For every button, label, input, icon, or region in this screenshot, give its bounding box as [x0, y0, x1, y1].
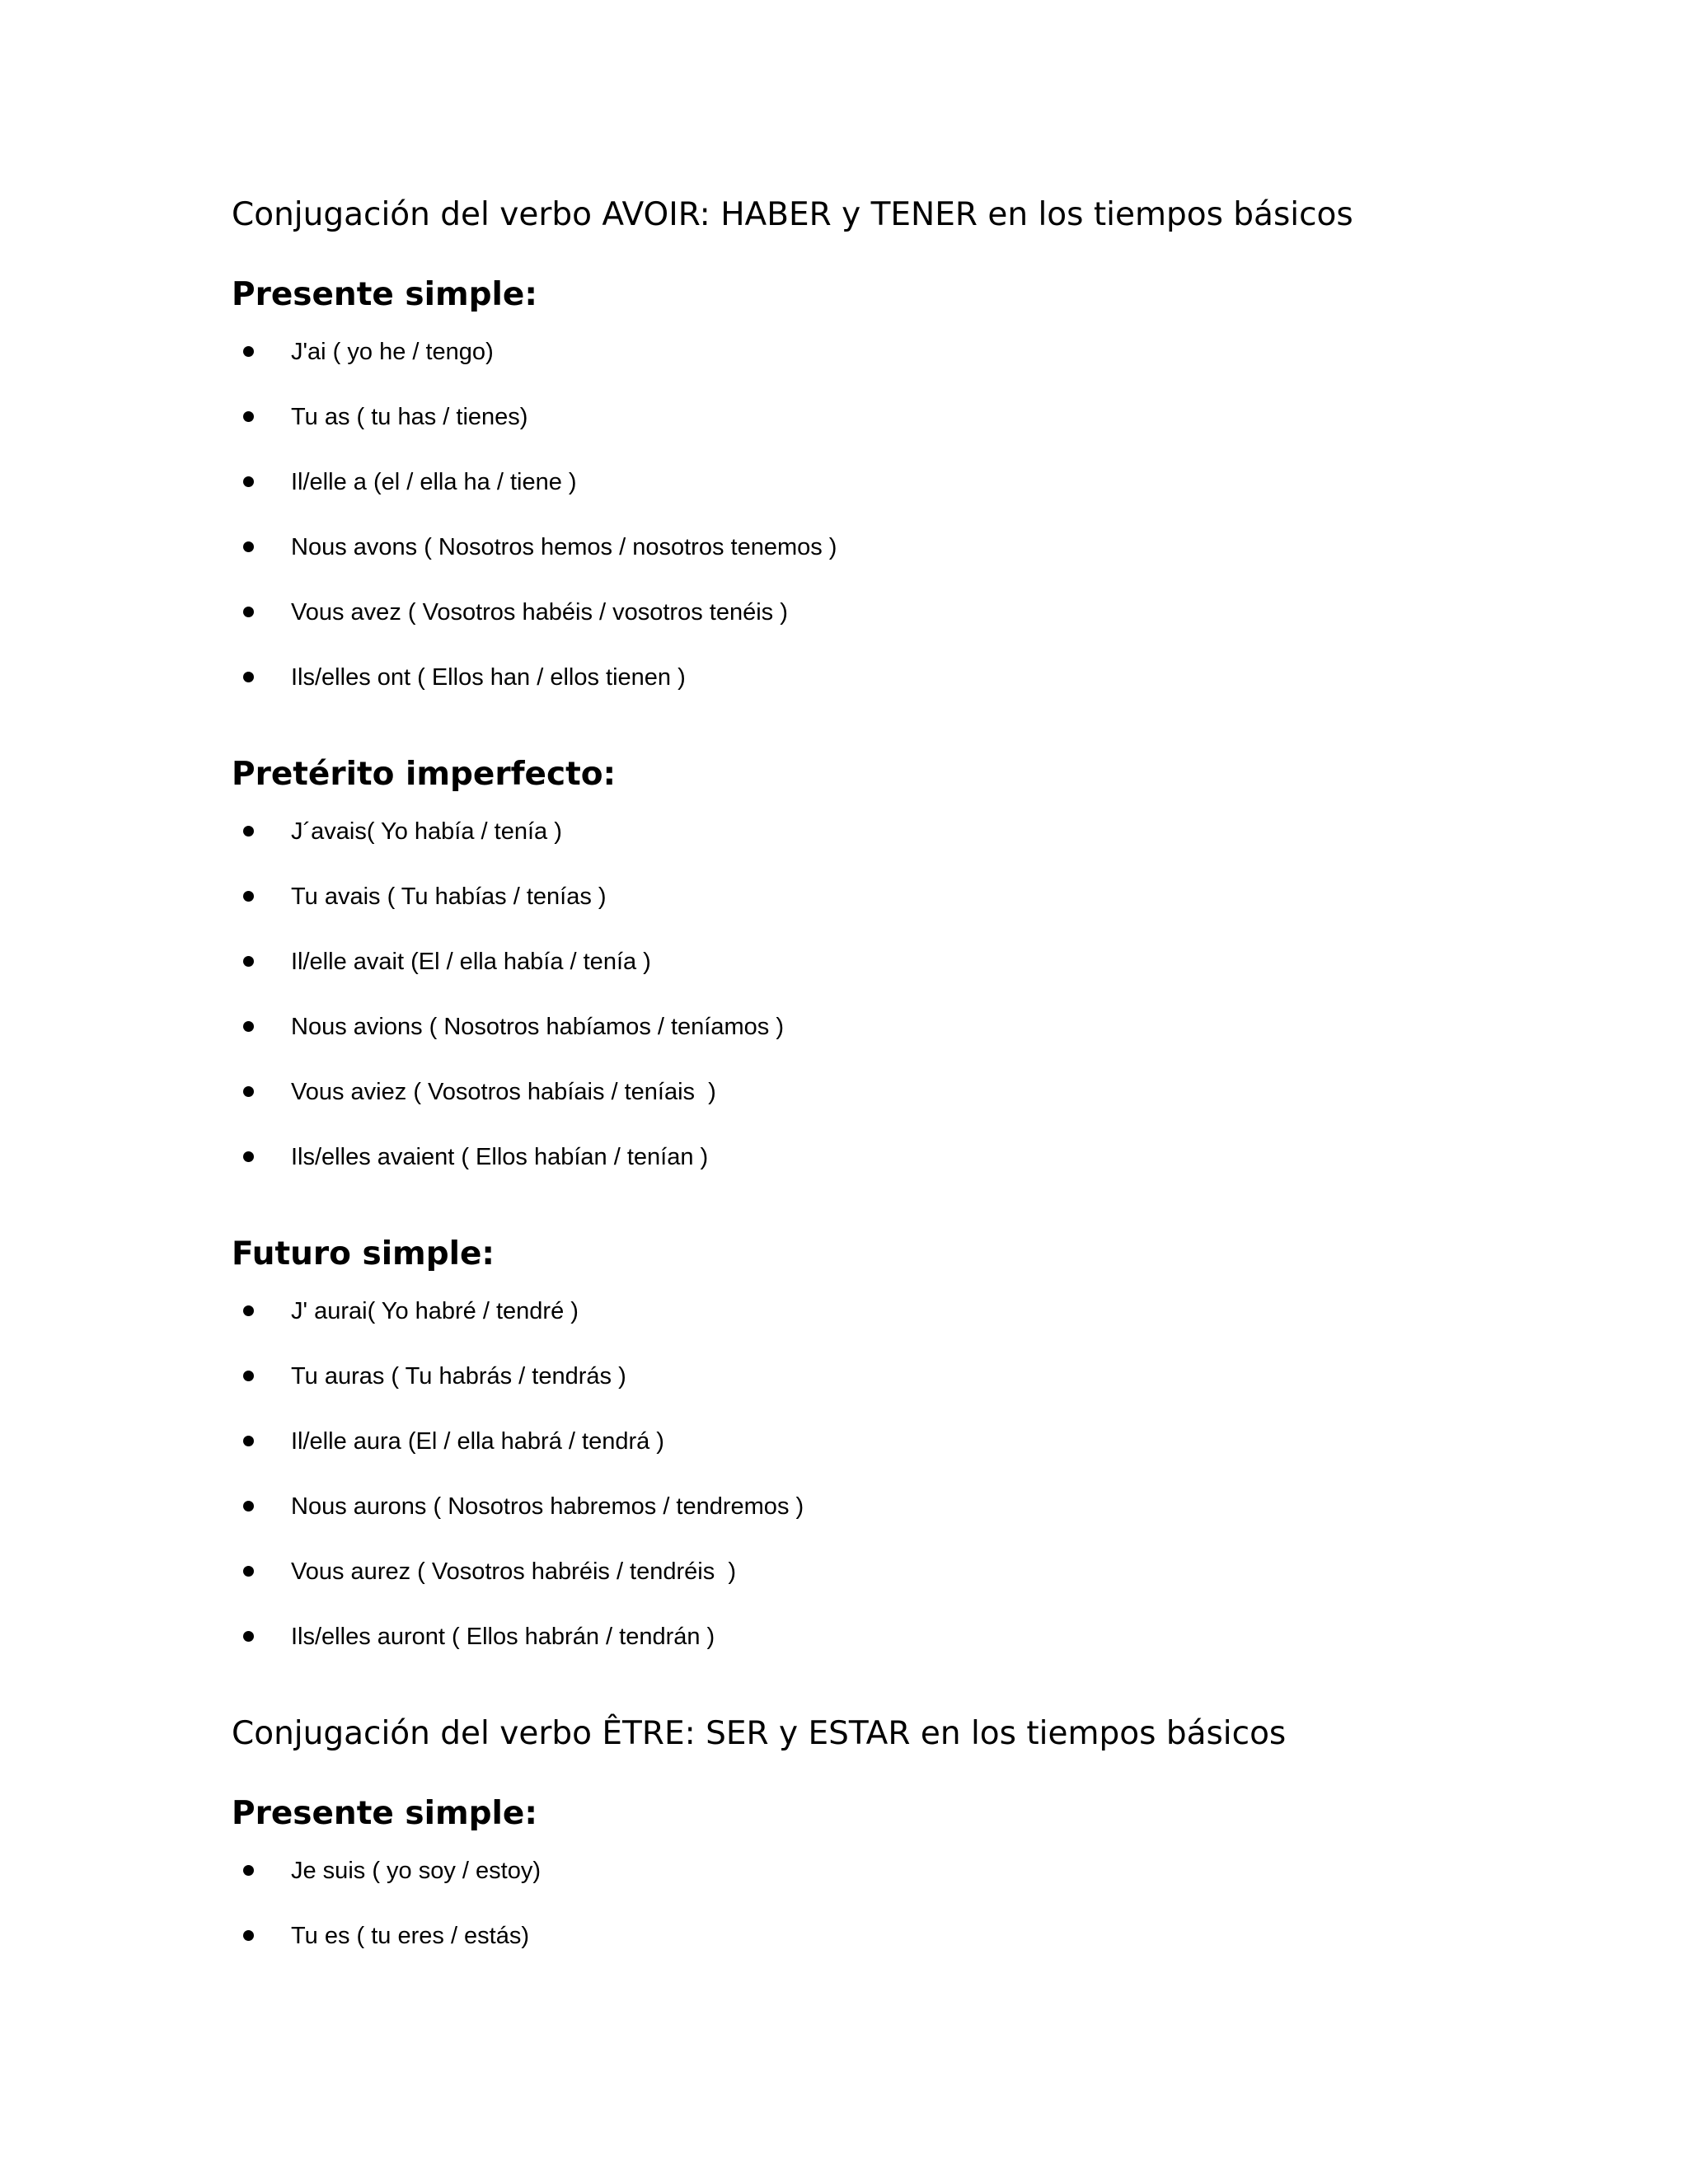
- bullet-icon: [243, 1631, 254, 1642]
- bullet-icon: [243, 541, 254, 552]
- bullet-icon: [243, 1501, 254, 1511]
- bullet-icon: [243, 346, 254, 357]
- bullet-icon: [243, 1865, 254, 1876]
- bullet-icon: [243, 1151, 254, 1162]
- bullet-icon: [243, 956, 254, 967]
- avoir-futuro-heading: Futuro simple:: [232, 1235, 495, 1272]
- bullet-icon: [243, 1566, 254, 1577]
- bullet-icon: [243, 1930, 254, 1941]
- bullet-icon: [243, 411, 254, 422]
- avoir-imperfecto-heading: Pretérito imperfecto:: [232, 756, 617, 793]
- etre-presente-heading: Presente simple:: [232, 1795, 537, 1832]
- avoir-presente-heading: Presente simple:: [232, 276, 537, 313]
- bullet-icon: [243, 1305, 254, 1316]
- bullet-icon: [243, 476, 254, 487]
- bullet-icon: [243, 607, 254, 617]
- document-page: Conjugación del verbo AVOIR: HABER y TENER en los tiempos básicos Presente simple: J'ai ( yo he / tengo) Tu as ( tu has / tienes) Il/elle a (el / ella ha / tiene ) Nous avons ( Nosotros hemos / nosotros tenemos ) Vous avez ( Vosotros habéis / vosotros tenéis ) Ils/elles ont ( Ellos han / ellos tienen ) Pretérito imperfecto: J´avais( Yo había / tenía ) Tu avais ( Tu habías / tenías ) Il/elle avait (El / ella había / tenía ) Nous avions ( Nosotros habíamos / teníamos ) Vous aviez ( Vosotros habíais / teníais ) Ils/elles avaient ( Ellos habían / tenían ) Futuro simple: J' aurai( Yo habré / tendré ) Tu auras ( Tu habrás / tendrás ) Il/elle aura (El / ella habrá / tendrá ) Nous aurons ( Nosotros habremos / tendremos ) Vous aurez ( Vosotros habréis / tendréis ) Ils/elles auront ( Ellos habrán / tendrán ) Conjugación del verbo ÊTRE: SER y ESTAR en los tiempos básicos Presente simple: Je suis ( yo soy / estoy) Tu es ( tu eres / estás): [232, 196, 1353, 1949]
- bullet-icon: [243, 1021, 254, 1032]
- bullet-icon: [243, 1436, 254, 1446]
- bullet-icon: [243, 1371, 254, 1381]
- bullet-icon: [243, 891, 254, 902]
- bullet-icon: [243, 672, 254, 682]
- avoir-section-title: Conjugación del verbo AVOIR: HABER y TENER en los tiempos básicos: [232, 196, 1353, 233]
- bullet-icon: [243, 826, 254, 837]
- etre-section-title: Conjugación del verbo ÊTRE: SER y ESTAR en los tiempos básicos: [232, 1715, 1287, 1752]
- bullet-icon: [243, 1086, 254, 1097]
